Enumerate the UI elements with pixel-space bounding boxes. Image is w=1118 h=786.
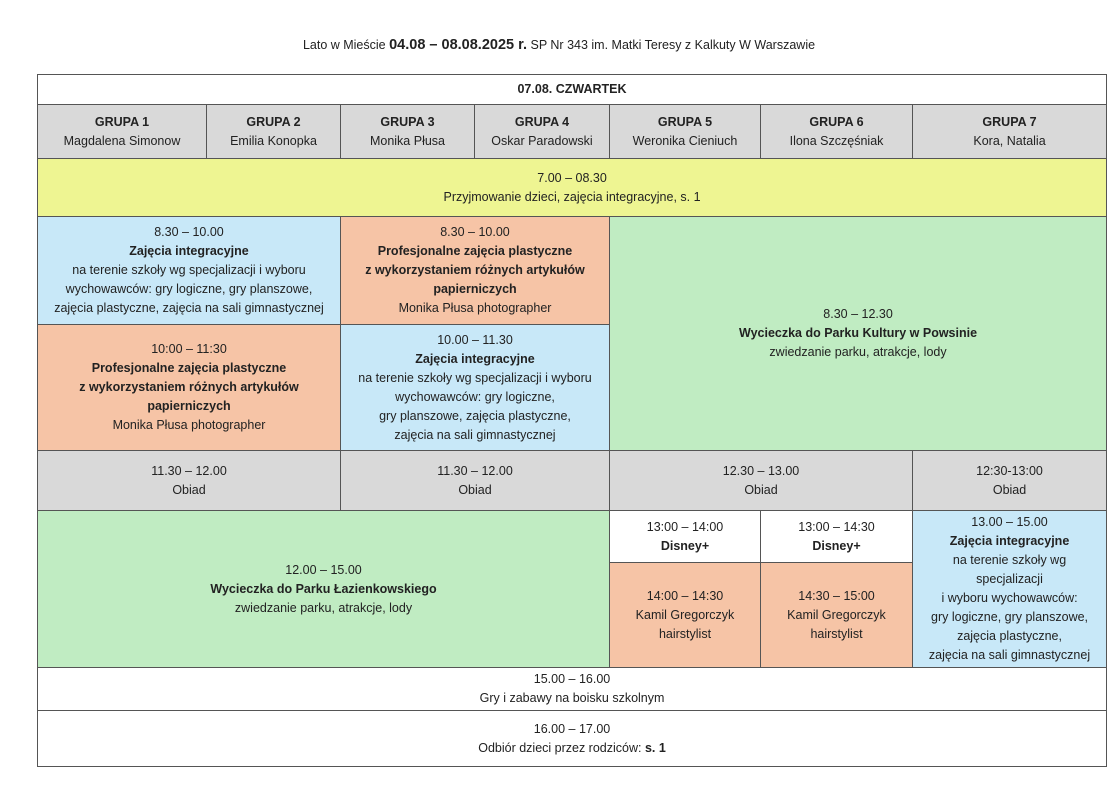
pickup-row (38, 711, 1107, 767)
page-header (0, 37, 1118, 53)
games-row (38, 668, 1107, 711)
g6-disney: 13:00 – 14:30 Disney+ (761, 511, 913, 563)
group-header-1: GRUPA 1 Magdalena Simonow (38, 105, 207, 159)
group-header-6: GRUPA 6 Ilona Szczęśniak (761, 105, 913, 159)
groups-row (38, 105, 1107, 159)
g567-powsin-trip: 8.30 – 12.30 Wycieczka do Parku Kultury w Powsinie zwiedzanie parku, atrakcje, lody (610, 217, 1107, 451)
header-school: SP Nr 343 im. Matki Teresy z Kalkuty W Warszawie (530, 38, 816, 52)
g12-lunch: 11.30 – 12.00 Obiad (38, 451, 341, 511)
group-header-7: GRUPA 7 Kora, Natalia (913, 105, 1107, 159)
morning-row (38, 159, 1107, 217)
g34-integration-activity: 10.00 – 11.30 Zajęcia integracyjne na terenie szkoły wg specjalizacji i wyboru wychowawców: gry logiczne, gry planszowe, zajęcia plastyczne, zajęcia na sali gimnastycznej (341, 325, 610, 451)
g5-disney: 13:00 – 14:00 Disney+ (610, 511, 761, 563)
g12-integration-activity: 8.30 – 10.00 Zajęcia integracyjne na terenie szkoły wg specjalizacji i wyboru wychowawców: gry logiczne, gry planszowe, zajęcia plastyczne, zajęcia na sali gimnastycznej (38, 217, 341, 325)
day-row (38, 75, 1107, 105)
g56-lunch: 12.30 – 13.00 Obiad (610, 451, 913, 511)
games-cell: 15.00 – 16.00 Gry i zabawy na boisku szkolnym (38, 668, 1107, 711)
lunch-row (38, 451, 1107, 511)
slot-row-1 (38, 217, 1107, 325)
g1234-lazienki-trip: 12.00 – 15.00 Wycieczka do Parku Łazienkowskiego zwiedzanie parku, atrakcje, lody (38, 511, 610, 668)
g5-hairstylist: 14:00 – 14:30 Kamil Gregorczyk hairstylist (610, 563, 761, 668)
pickup-room: s. 1 (644, 740, 666, 755)
g7-integration-activity: 13.00 – 15.00 Zajęcia integracyjne na terenie szkoły wg specjalizacji i wyboru wychowawców: gry logiczne, gry planszowe, zajęcia plastyczne, zajęcia na sali gimnastycznej (913, 511, 1107, 668)
schedule-table (37, 74, 1107, 767)
group-header-2: GRUPA 2 Emilia Konopka (207, 105, 341, 159)
day-title: 07.08. CZWARTEK (38, 75, 1107, 105)
pickup-desc: Odbiór dzieci przez rodziców: (478, 740, 642, 755)
g12-art-activity: 10:00 – 11:30 Profesjonalne zajęcia plastyczne z wykorzystaniem różnych artykułów papierniczych Monika Płusa photographer (38, 325, 341, 451)
g6-hairstylist: 14:30 – 15:00 Kamil Gregorczyk hairstylist (761, 563, 913, 668)
morning-cell (38, 159, 1107, 217)
g34-art-activity: 8.30 – 10.00 Profesjonalne zajęcia plastyczne z wykorzystaniem różnych artykułów papierniczych Monika Płusa photographer (341, 217, 610, 325)
morning-desc: Przyjmowanie dzieci, zajęcia integracyjne, s. 1 (443, 189, 701, 204)
morning-time: 7.00 – 08.30 (537, 170, 607, 185)
group-header-4: GRUPA 4 Oskar Paradowski (475, 105, 610, 159)
group-header-5: GRUPA 5 Weronika Cieniuch (610, 105, 761, 159)
header-dates: 04.08 – 08.08.2025 r. (389, 37, 527, 53)
pickup-cell: 16.00 – 17.00 Odbiór dzieci przez rodziców: s. 1 (38, 711, 1107, 767)
g7-lunch: 12:30-13:00 Obiad (913, 451, 1107, 511)
afternoon-row-1 (38, 511, 1107, 563)
g34-lunch: 11.30 – 12.00 Obiad (341, 451, 610, 511)
group-header-3: GRUPA 3 Monika Płusa (341, 105, 475, 159)
header-prefix: Lato w Mieście (302, 38, 386, 52)
